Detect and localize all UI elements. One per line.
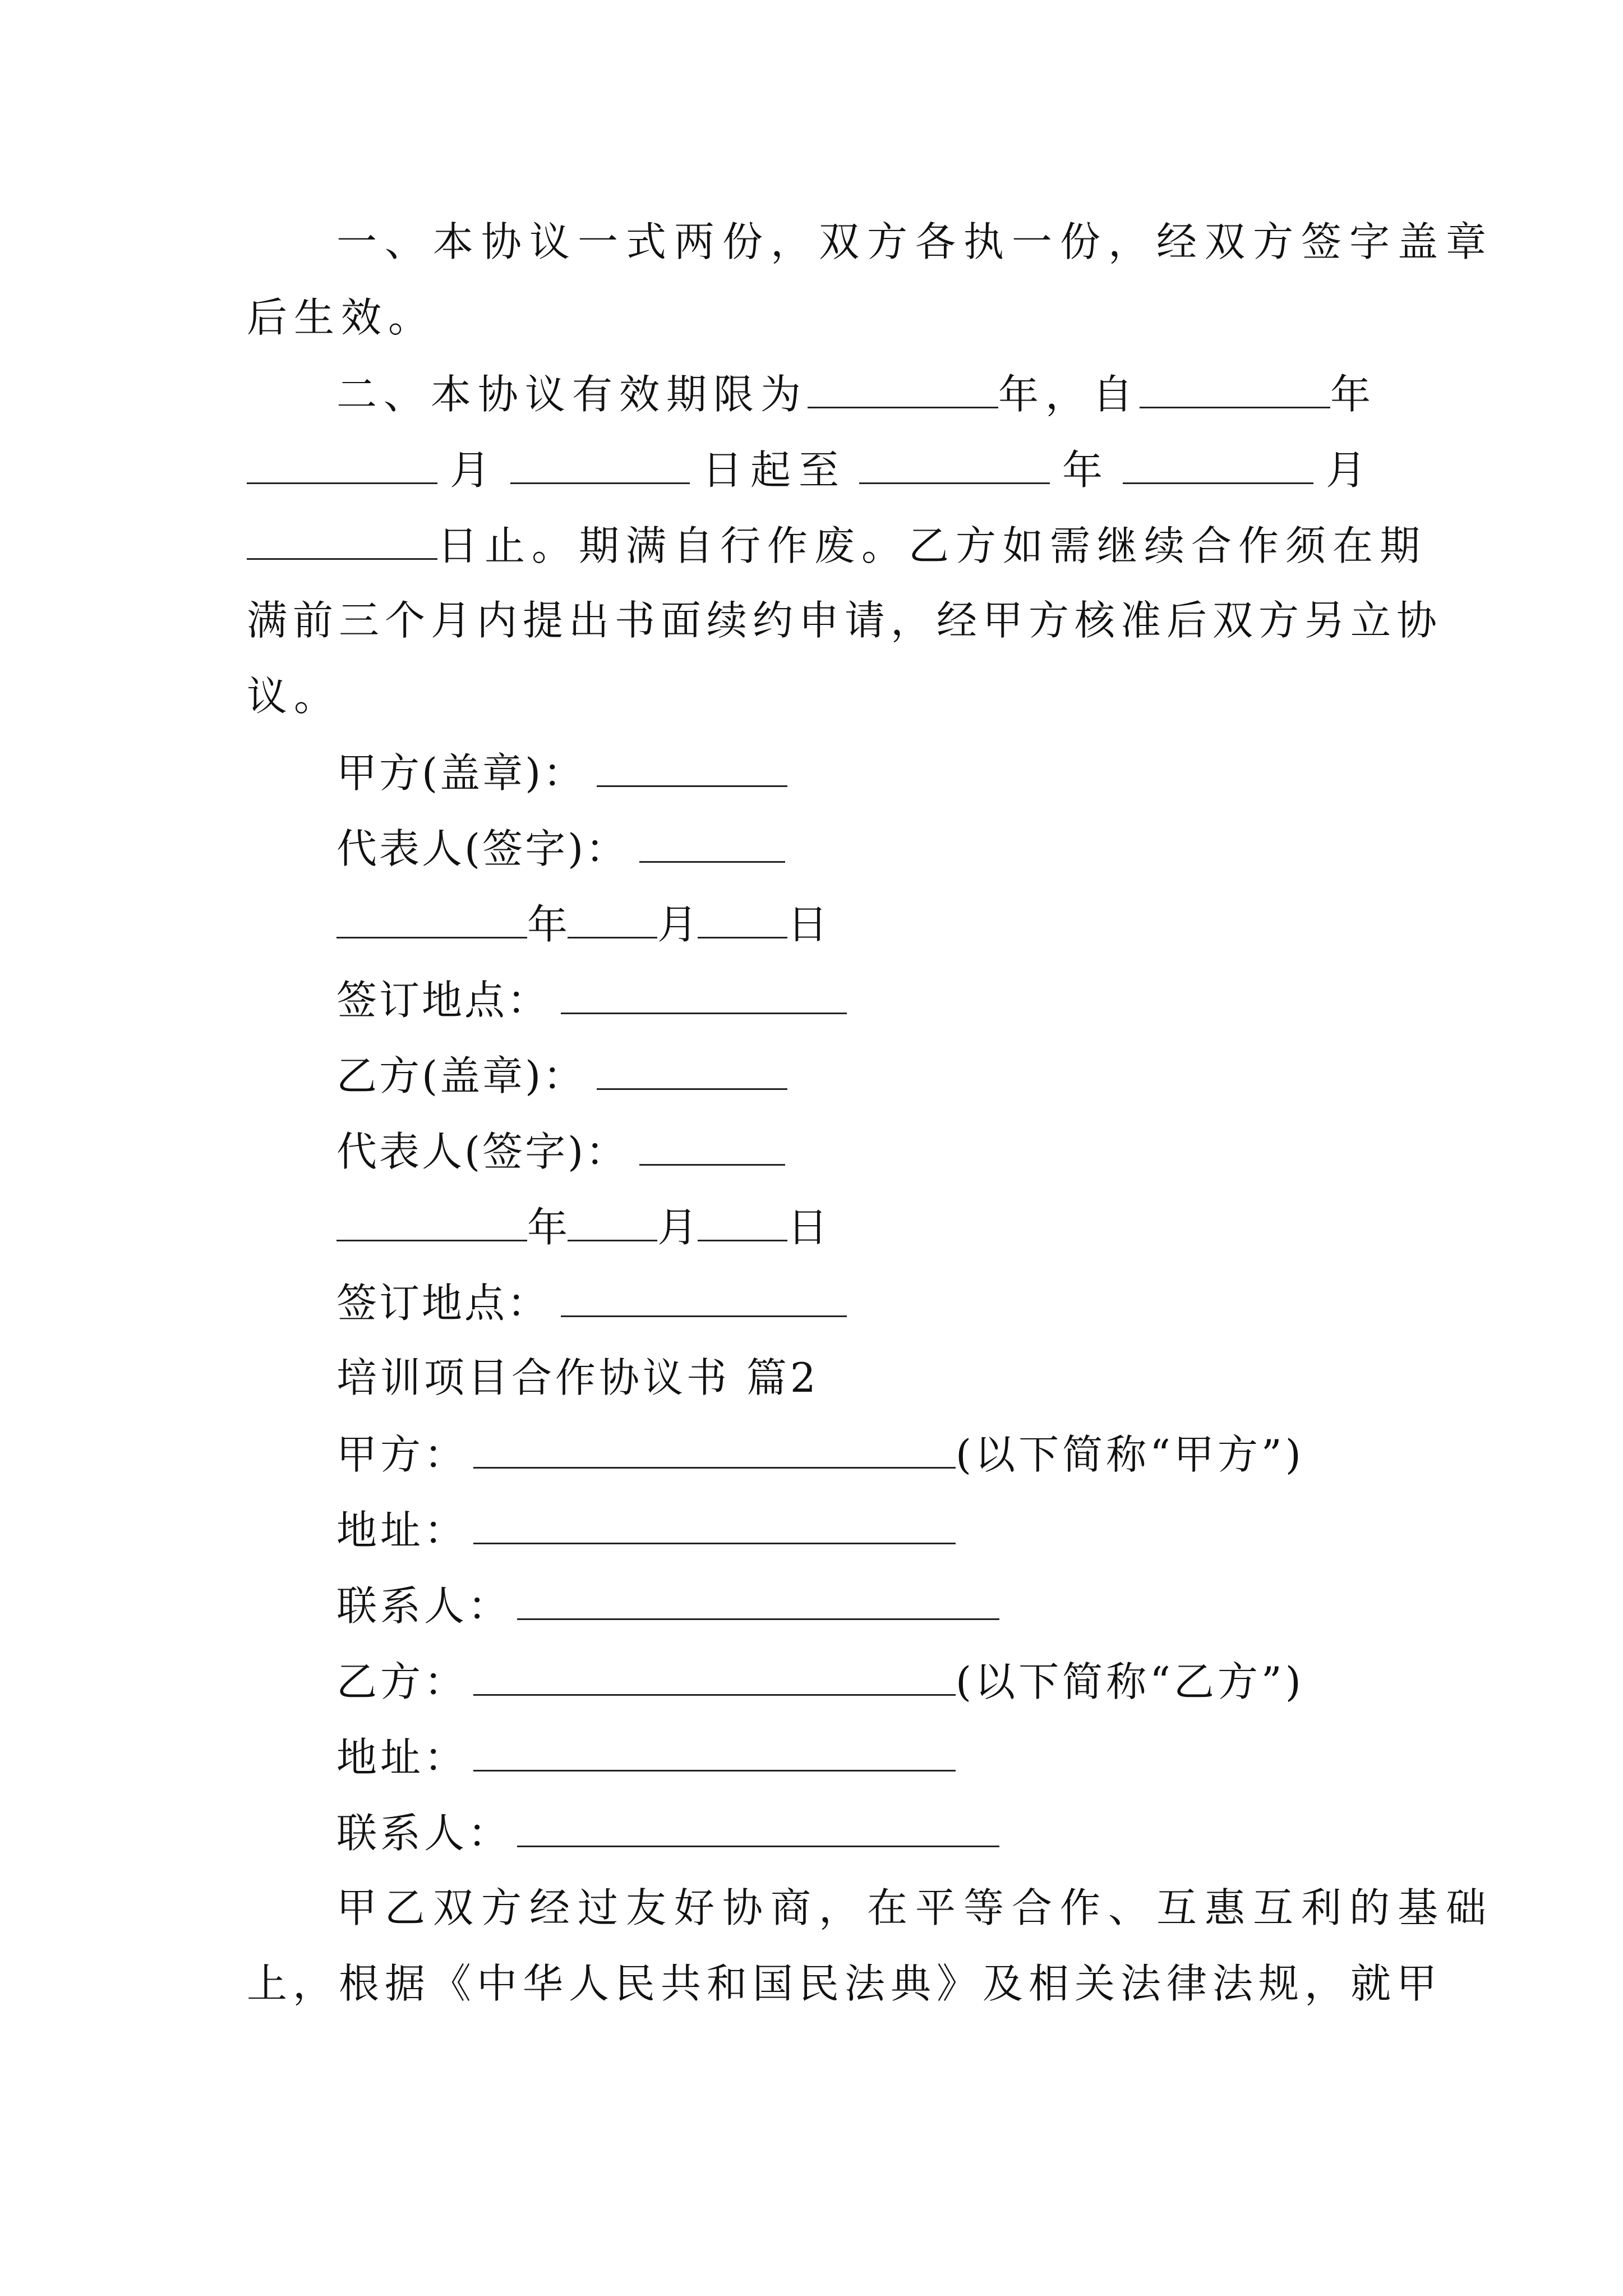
preamble-line1: 甲乙双方经过友好协商，在平等合作、互惠互利的基础 — [336, 1884, 1495, 1931]
party-a-place-label: 签订地点： — [336, 977, 550, 1024]
party-a-label: 甲方： — [336, 1431, 468, 1478]
clause1-line1: 一、本协议一式两份，双方各执一份，经双方签字盖章 — [336, 218, 1495, 265]
section2-title: 培训项目合作协议书 篇2 — [336, 1354, 819, 1401]
party-b-suffix: (以下简称“乙方”) — [956, 1658, 1304, 1705]
party-a-month-label: 月 — [657, 901, 698, 948]
party-b-month-label: 月 — [657, 1204, 698, 1251]
party-b-contact-label: 联系人： — [336, 1810, 512, 1857]
party-b-contact-row — [336, 1810, 999, 1857]
party-a-address-label: 地址： — [336, 1507, 468, 1554]
clause1-line2: 后生效。 — [247, 294, 436, 341]
party-a-seal-blank[interactable] — [597, 752, 787, 787]
party-b-seal-blank[interactable] — [597, 1055, 787, 1090]
party-b-day-label: 日 — [787, 1204, 828, 1251]
party-a-rep-label: 代表人(签字)： — [336, 825, 629, 872]
clause2-month-label: 月 — [450, 447, 499, 494]
clause2-from-label: 年，自 — [998, 371, 1140, 418]
clause2-end-year-label: 年 — [1062, 447, 1111, 494]
party-b-name-row — [336, 1658, 1304, 1705]
party-a-place-blank[interactable] — [561, 979, 847, 1014]
party-b-seal-row — [336, 1052, 787, 1099]
party-a-year-label: 年 — [527, 901, 568, 948]
party-b-month-blank[interactable] — [568, 1206, 657, 1241]
party-a-seal-row — [336, 749, 787, 797]
clause2-line4: 满前三个月内提出书面续约申请，经甲方核准后双方另立协 — [247, 597, 1443, 644]
party-b-seal-label: 乙方(盖章)： — [336, 1052, 586, 1099]
party-b-place-label: 签订地点： — [336, 1280, 550, 1327]
party-a-place-row — [336, 977, 847, 1024]
party-b-rep-row — [336, 1128, 785, 1175]
party-a-date-row — [336, 901, 828, 948]
party-a-month-blank[interactable] — [568, 903, 657, 938]
party-a-year-blank[interactable] — [336, 903, 527, 938]
party-b-address-row — [336, 1734, 956, 1781]
party-a-rep-row — [336, 825, 785, 872]
party-b-name-blank[interactable] — [473, 1660, 956, 1696]
end-day-blank[interactable] — [247, 524, 437, 560]
party-b-date-row — [336, 1204, 828, 1251]
clause2-line2 — [247, 447, 1375, 494]
party-a-day-blank[interactable] — [698, 903, 787, 938]
start-year-blank[interactable] — [1140, 373, 1330, 408]
clause2-until-label: 日起至 — [702, 447, 847, 494]
party-a-contact-blank[interactable] — [517, 1585, 999, 1620]
party-b-rep-blank[interactable] — [639, 1130, 785, 1166]
end-month-blank[interactable] — [1123, 449, 1313, 484]
clause2-line5: 议。 — [247, 673, 342, 720]
start-month-blank[interactable] — [247, 449, 437, 484]
end-year-blank[interactable] — [859, 449, 1050, 484]
party-b-contact-blank[interactable] — [517, 1812, 999, 1847]
preamble-line2: 上，根据《中华人民共和国民法典》及相关法律法规，就甲 — [247, 1960, 1443, 2007]
party-a-contact-row — [336, 1582, 999, 1630]
term-years-blank[interactable] — [808, 373, 998, 408]
party-a-name-row — [336, 1431, 1304, 1478]
start-day-blank[interactable] — [510, 449, 690, 484]
clause2-end-month-label: 月 — [1326, 447, 1375, 494]
clause2-line3 — [247, 522, 1427, 569]
party-b-address-label: 地址： — [336, 1734, 468, 1781]
party-b-address-blank[interactable] — [473, 1736, 956, 1772]
clause2-line1 — [336, 371, 1378, 418]
party-a-address-row — [336, 1507, 956, 1554]
party-a-contact-label: 联系人： — [336, 1582, 512, 1630]
party-b-year-blank[interactable] — [336, 1206, 527, 1241]
party-a-seal-label: 甲方(盖章)： — [336, 749, 586, 797]
party-b-label: 乙方： — [336, 1658, 468, 1705]
clause2-term-label: 二、本协议有效期限为 — [336, 371, 808, 418]
party-b-day-blank[interactable] — [698, 1206, 787, 1241]
party-b-rep-label: 代表人(签字)： — [336, 1128, 629, 1175]
party-a-suffix: (以下简称“甲方”) — [956, 1431, 1304, 1478]
party-a-name-blank[interactable] — [473, 1433, 956, 1469]
party-a-day-label: 日 — [787, 901, 828, 948]
clause2-year-label: 年 — [1330, 371, 1378, 418]
party-b-place-blank[interactable] — [561, 1282, 847, 1317]
party-a-address-blank[interactable] — [473, 1509, 956, 1544]
clause2-line3-text: 日止。期满自行作废。乙方如需继续合作须在期 — [437, 522, 1427, 569]
party-b-place-row — [336, 1280, 847, 1327]
party-a-rep-blank[interactable] — [639, 827, 785, 863]
party-b-year-label: 年 — [527, 1204, 568, 1251]
